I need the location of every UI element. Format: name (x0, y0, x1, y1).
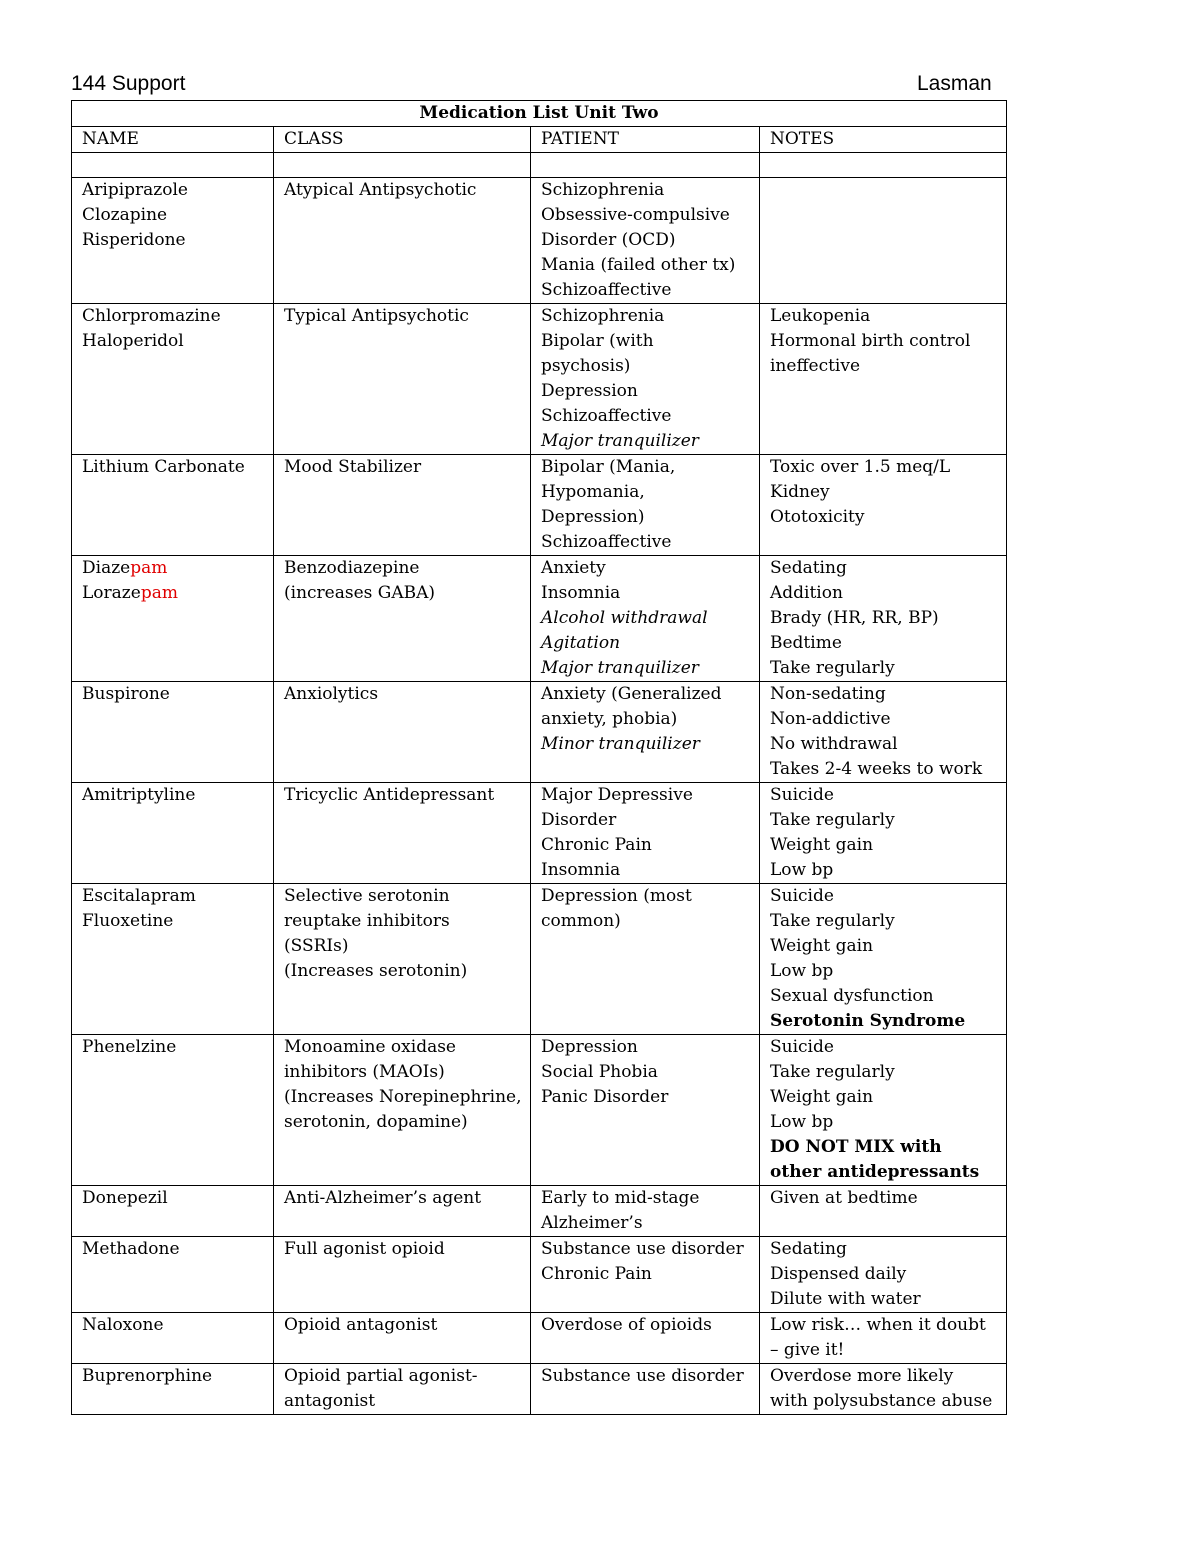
drug-class-line: Mood Stabilizer (284, 457, 422, 477)
patient-indication-line: anxiety, phobia) (541, 709, 678, 729)
patient-indication-cell (531, 682, 760, 783)
notes-line: Low bp (770, 961, 834, 981)
notes-cell (760, 304, 1007, 455)
column-header-name: NAME (72, 127, 274, 153)
notes-line: other antidepressants (770, 1162, 980, 1182)
drug-name (82, 203, 263, 228)
notes-line: Hormonal birth control (770, 331, 971, 351)
patient-indication-line: Schizoaffective (541, 532, 672, 552)
drug-name-text: Phenelzine (82, 1037, 177, 1057)
patient-indication-cell (531, 556, 760, 682)
drug-name-cell (72, 455, 274, 556)
patient-indication-cell (531, 1035, 760, 1186)
patient-indication-cell (531, 1313, 760, 1364)
patient-indication-line: Social Phobia (541, 1062, 658, 1082)
drug-name-text: Haloperidol (82, 331, 184, 351)
drug-name-text: Loraze (82, 583, 141, 603)
patient-indication-line: Depression) (541, 507, 645, 527)
drug-name-text: Buspirone (82, 684, 170, 704)
blank-row (72, 153, 1007, 178)
patient-indication-line: Panic Disorder (541, 1087, 669, 1107)
patient-indication-line: Schizophrenia (541, 180, 665, 200)
table-row (72, 1035, 1007, 1186)
drug-name-cell (72, 1186, 274, 1237)
patient-indication-cell (531, 304, 760, 455)
notes-line: Non-sedating (770, 684, 886, 704)
document-header-right: Lasman (917, 72, 992, 95)
drug-name-text: Diaze (82, 558, 131, 578)
drug-class-cell (274, 304, 531, 455)
drug-name-text: Chlorpromazine (82, 306, 221, 326)
drug-name (82, 581, 263, 606)
notes-line: Bedtime (770, 633, 842, 653)
drug-name (82, 455, 263, 480)
notes-cell (760, 1237, 1007, 1313)
column-header-notes: NOTES (760, 127, 1007, 153)
notes-line: Kidney (770, 482, 830, 502)
notes-line: Sedating (770, 558, 847, 578)
notes-line: Dilute with water (770, 1289, 921, 1309)
patient-indication-line: Alzheimer’s (541, 1213, 643, 1233)
patient-indication-line: Agitation (541, 633, 621, 653)
drug-name-text: Lithium Carbonate (82, 457, 245, 477)
drug-name-cell (72, 178, 274, 304)
notes-line: Suicide (770, 886, 834, 906)
drug-class-line: serotonin, dopamine) (284, 1112, 468, 1132)
drug-class-cell (274, 455, 531, 556)
drug-name-text: Methadone (82, 1239, 180, 1259)
table-row (72, 1364, 1007, 1415)
drug-name (82, 1237, 263, 1262)
drug-name-suffix-highlight: pam (130, 558, 168, 578)
drug-name-text: Risperidone (82, 230, 186, 250)
drug-class-line: Anti-Alzheimer’s agent (284, 1188, 482, 1208)
drug-name (82, 682, 263, 707)
patient-indication-line: Chronic Pain (541, 1264, 652, 1284)
notes-line: ineffective (770, 356, 861, 376)
notes-line: Take regularly (770, 911, 895, 931)
drug-name (82, 783, 263, 808)
patient-indication-line: Anxiety (541, 558, 606, 578)
patient-indication-line: Insomnia (541, 583, 621, 603)
drug-name-cell (72, 304, 274, 455)
drug-name-cell (72, 1035, 274, 1186)
notes-line: Suicide (770, 785, 834, 805)
drug-name-text: Amitriptyline (82, 785, 196, 805)
drug-class-line: Typical Antipsychotic (284, 306, 469, 326)
notes-line: Weight gain (770, 835, 874, 855)
patient-indication-line: Bipolar (Mania, (541, 457, 676, 477)
patient-indication-cell (531, 1364, 760, 1415)
drug-class-cell (274, 884, 531, 1035)
table-row (72, 884, 1007, 1035)
patient-indication-line: Alcohol withdrawal (541, 608, 708, 628)
drug-name (82, 556, 263, 581)
notes-line: Weight gain (770, 936, 874, 956)
drug-name-cell (72, 682, 274, 783)
notes-cell (760, 1313, 1007, 1364)
drug-class-cell (274, 178, 531, 304)
notes-line: Suicide (770, 1037, 834, 1057)
patient-indication-line: Disorder (OCD) (541, 230, 676, 250)
table-row (72, 682, 1007, 783)
notes-line: Low bp (770, 1112, 834, 1132)
patient-indication-cell (531, 783, 760, 884)
patient-indication-line: common) (541, 911, 621, 931)
drug-name (82, 1186, 263, 1211)
table-row (72, 304, 1007, 455)
patient-indication-cell (531, 1237, 760, 1313)
patient-indication-line: Disorder (541, 810, 617, 830)
notes-line: Toxic over 1.5 meq/L (770, 457, 951, 477)
drug-name (82, 1364, 263, 1389)
column-header-class: CLASS (274, 127, 531, 153)
patient-indication-line: Chronic Pain (541, 835, 652, 855)
drug-class-cell (274, 1313, 531, 1364)
patient-indication-line: Major tranquilizer (541, 431, 699, 451)
drug-name-cell (72, 884, 274, 1035)
drug-name (82, 909, 263, 934)
column-header-patient: PATIENT (531, 127, 760, 153)
notes-line: Overdose more likely (770, 1366, 954, 1386)
notes-cell (760, 1364, 1007, 1415)
patient-indication-line: Hypomania, (541, 482, 645, 502)
notes-line: No withdrawal (770, 734, 898, 754)
drug-class-line: Monoamine oxidase (284, 1037, 456, 1057)
table-row (72, 455, 1007, 556)
notes-line: Take regularly (770, 1062, 895, 1082)
notes-line: Sedating (770, 1239, 847, 1259)
drug-name-text: Clozapine (82, 205, 168, 225)
patient-indication-line: Schizoaffective (541, 406, 672, 426)
drug-name-text: Aripiprazole (82, 180, 188, 200)
notes-cell (760, 178, 1007, 304)
drug-class-line: Tricyclic Antidepressant (284, 785, 495, 805)
drug-class-cell (274, 556, 531, 682)
drug-name (82, 1035, 263, 1060)
patient-indication-cell (531, 1186, 760, 1237)
patient-indication-line: Minor tranquilizer (541, 734, 700, 754)
drug-class-line: (Increases serotonin) (284, 961, 468, 981)
drug-class-cell (274, 682, 531, 783)
drug-class-line: Opioid partial agonist- (284, 1366, 478, 1386)
patient-indication-line: Schizophrenia (541, 306, 665, 326)
patient-indication-line: Obsessive-compulsive (541, 205, 730, 225)
notes-line: Take regularly (770, 810, 895, 830)
drug-name (82, 329, 263, 354)
patient-indication-line: Overdose of opioids (541, 1315, 712, 1335)
notes-cell (760, 682, 1007, 783)
drug-class-line: inhibitors (MAOIs) (284, 1062, 445, 1082)
notes-line: Addition (770, 583, 843, 603)
drug-class-line: Benzodiazepine (284, 558, 420, 578)
drug-name (82, 228, 263, 253)
drug-name-text: Buprenorphine (82, 1366, 213, 1386)
drug-name-cell (72, 1237, 274, 1313)
drug-class-line: Atypical Antipsychotic (284, 180, 477, 200)
patient-indication-cell (531, 884, 760, 1035)
patient-indication-line: Early to mid-stage (541, 1188, 700, 1208)
notes-line: Ototoxicity (770, 507, 865, 527)
drug-class-cell (274, 1364, 531, 1415)
drug-name (82, 884, 263, 909)
table-row (72, 783, 1007, 884)
drug-class-cell (274, 1237, 531, 1313)
drug-name-suffix-highlight: pam (140, 583, 178, 603)
notes-cell (760, 556, 1007, 682)
drug-name (82, 1313, 263, 1338)
document-header-left: 144 Support (71, 72, 186, 95)
table-row (72, 1186, 1007, 1237)
notes-cell (760, 455, 1007, 556)
notes-cell (760, 1035, 1007, 1186)
drug-name-cell (72, 1313, 274, 1364)
patient-indication-cell (531, 455, 760, 556)
notes-cell (760, 783, 1007, 884)
drug-class-line: Full agonist opioid (284, 1239, 445, 1259)
patient-indication-line: Insomnia (541, 860, 621, 880)
drug-class-line: reuptake inhibitors (284, 911, 450, 931)
drug-name-text: Donepezil (82, 1188, 168, 1208)
drug-name-cell (72, 783, 274, 884)
notes-line: Leukopenia (770, 306, 871, 326)
patient-indication-line: Major Depressive (541, 785, 693, 805)
patient-indication-line: Anxiety (Generalized (541, 684, 722, 704)
drug-class-cell (274, 1035, 531, 1186)
table-title: Medication List Unit Two (72, 101, 1007, 127)
table-row (72, 1313, 1007, 1364)
drug-name-text: Escitalapram (82, 886, 196, 906)
notes-line: Low bp (770, 860, 834, 880)
table-row (72, 556, 1007, 682)
patient-indication-cell (531, 178, 760, 304)
notes-line: with polysubstance abuse (770, 1391, 993, 1411)
notes-line: – give it! (770, 1340, 845, 1360)
table-row (72, 178, 1007, 304)
patient-indication-line: Major tranquilizer (541, 658, 699, 678)
patient-indication-line: Depression (541, 1037, 638, 1057)
drug-class-line: Anxiolytics (284, 684, 379, 704)
notes-line: Serotonin Syndrome (770, 1011, 966, 1031)
notes-line: DO NOT MIX with (770, 1137, 942, 1157)
patient-indication-line: Substance use disorder (541, 1366, 744, 1386)
medication-table (71, 100, 1007, 1415)
drug-name-cell (72, 1364, 274, 1415)
drug-name (82, 178, 263, 203)
notes-line: Sexual dysfunction (770, 986, 934, 1006)
patient-indication-line: Mania (failed other tx) (541, 255, 736, 275)
drug-class-line: (Increases Norepinephrine, (284, 1087, 522, 1107)
notes-line: Brady (HR, RR, BP) (770, 608, 939, 628)
notes-line: Take regularly (770, 658, 895, 678)
notes-cell (760, 884, 1007, 1035)
notes-line: Non-addictive (770, 709, 891, 729)
drug-class-cell (274, 783, 531, 884)
drug-class-line: (increases GABA) (284, 583, 436, 603)
patient-indication-line: Bipolar (with (541, 331, 654, 351)
patient-indication-line: Depression (541, 381, 638, 401)
drug-class-cell (274, 1186, 531, 1237)
patient-indication-line: Schizoaffective (541, 280, 672, 300)
drug-class-line: Selective serotonin (284, 886, 450, 906)
notes-line: Low risk… when it doubt (770, 1315, 986, 1335)
notes-line: Weight gain (770, 1087, 874, 1107)
patient-indication-line: Substance use disorder (541, 1239, 744, 1259)
patient-indication-line: Depression (most (541, 886, 692, 906)
notes-line: Given at bedtime (770, 1188, 918, 1208)
notes-line: Takes 2-4 weeks to work (770, 759, 983, 779)
drug-class-line: (SSRIs) (284, 936, 349, 956)
notes-cell (760, 1186, 1007, 1237)
drug-class-line: antagonist (284, 1391, 376, 1411)
drug-name (82, 304, 263, 329)
drug-name-text: Fluoxetine (82, 911, 174, 931)
drug-name-text: Naloxone (82, 1315, 164, 1335)
patient-indication-line: psychosis) (541, 356, 631, 376)
table-row (72, 1237, 1007, 1313)
drug-class-line: Opioid antagonist (284, 1315, 438, 1335)
drug-name-cell (72, 556, 274, 682)
notes-line: Dispensed daily (770, 1264, 907, 1284)
